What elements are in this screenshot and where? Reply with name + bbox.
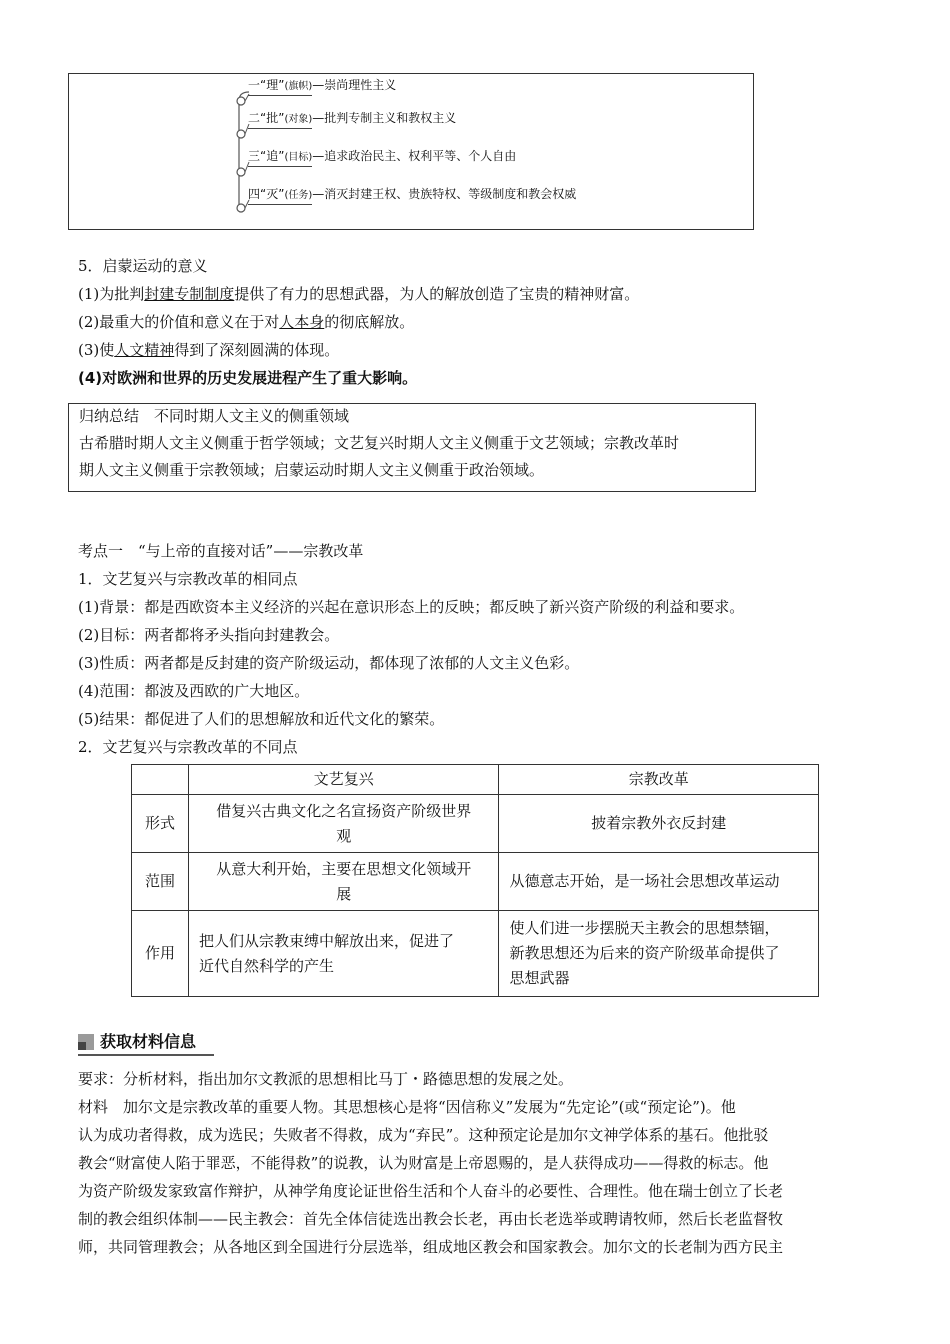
same-point: (3)性质：两者都是反封建的资产阶级运动，都体现了浓郁的人文主义色彩。: [78, 654, 580, 672]
requirement-text: 要求：分析材料，指出加尔文教派的思想相比马丁・路德思想的发展之处。: [78, 1070, 574, 1088]
significance-point: (3)使人文精神得到了深刻圆满的体现。: [78, 341, 340, 359]
diagram-item: [248, 187, 576, 205]
same-point: (1)背景：都是西欧资本主义经济的兴起在意识形态上的反映；都反映了新兴资产阶级的利益和要求。: [78, 598, 745, 616]
table-cell: 从意大利开始，主要在思想文化领域开 展: [188, 853, 499, 911]
table-row: [132, 911, 819, 997]
diagram-item: [248, 149, 516, 167]
table-header-cell: 宗教改革: [499, 765, 819, 795]
table-header-row: [132, 765, 819, 795]
significance-heading: 5．启蒙运动的意义: [78, 257, 208, 275]
table-cell: 使人们进一步摆脱天主教会的思想禁锢， 新教思想还为后来的资产阶级革命提供了 思想武器: [499, 911, 819, 997]
row-label: 范围: [132, 853, 189, 911]
table-header-cell: [132, 765, 189, 795]
material-line: 教会“财富使人陷于罪恶，不能得救”的说教，认为财富是上帝恩赐的，是人获得成功——得救的标志。他: [78, 1154, 769, 1172]
table-header-cell: 文艺复兴: [188, 765, 499, 795]
table-row: [132, 795, 819, 853]
diagram-item-label: 一“理”(旗帜): [248, 78, 312, 96]
same-point: (2)目标：两者都将矛头指向封建教会。: [78, 626, 340, 644]
diagram-item-text: —批判专制主义和教权主义: [312, 111, 457, 125]
table-cell: 把人们从宗教束缚中解放出来，促进了 近代自然科学的产生: [188, 911, 499, 997]
same-points-heading: 1．文艺复兴与宗教改革的相同点: [78, 570, 298, 588]
significance-point: (1)为批判封建专制制度提供了有力的思想武器，为人的解放创造了宝贵的精神财富。: [78, 285, 640, 303]
table-cell: 从德意志开始，是一场社会思想改革运动: [499, 853, 819, 911]
kaodian-title: 考点一 “与上帝的直接对话”——宗教改革: [78, 542, 364, 560]
summary-box: [68, 403, 756, 492]
material-line: 认为成功者得救，成为选民；失败者不得救，成为“弃民”。这种预定论是加尔文神学体系的基石。他批驳: [78, 1126, 769, 1144]
summary-line: 期人文主义侧重于宗教领域；启蒙运动时期人文主义侧重于政治领域。: [79, 461, 545, 479]
significance-point: (2)最重大的价值和意义在于对人本身的彻底解放。: [78, 313, 415, 331]
diff-points-heading: 2．文艺复兴与宗教改革的不同点: [78, 738, 298, 756]
diagram-item-text: —崇尚理性主义: [312, 78, 397, 92]
diagram-item: [248, 78, 396, 96]
row-label: 形式: [132, 795, 189, 853]
table-row: [132, 853, 819, 911]
material-line: 为资产阶级发家致富作辩护，从神学角度论证世俗生活和个人奋斗的必要性、合理性。他在瑞士创立了长老: [78, 1182, 784, 1200]
same-point: (4)范围：都波及西欧的广大地区。: [78, 682, 310, 700]
enlightenment-diagram: [68, 73, 754, 230]
section-underline: [78, 1054, 214, 1056]
table-cell: 借复兴古典文化之名宣扬资产阶级世界 观: [188, 795, 499, 853]
section-square-icon: [78, 1034, 94, 1050]
material-line: 师，共同管理教会；从各地区到全国进行分层选举，组成地区教会和国家教会。加尔文的长老制为西方民主: [78, 1238, 784, 1256]
row-label: 作用: [132, 911, 189, 997]
diagram-item-text: —追求政治民主、权利平等、个人自由: [312, 149, 517, 163]
diagram-item-text: —消灭封建王权、贵族特权、等级制度和教会权威: [312, 187, 577, 201]
diagram-item: [248, 111, 456, 129]
section-title: 获取材料信息: [100, 1032, 197, 1051]
material-line: 制的教会组织体制——民主教会：首先全体信徒选出教会长老，再由长老选举或聘请牧师，然后长老监督牧: [78, 1210, 784, 1228]
diagram-item-label: 四“灭”(任务): [248, 187, 312, 205]
diagram-item-label: 二“批”(对象): [248, 111, 312, 129]
material-line: 材料 加尔文是宗教改革的重要人物。其思想核心是将“因信称义”发展为“先定论”(或“预定论”)。他: [78, 1098, 736, 1116]
diagram-item-label: 三“追”(目标): [248, 149, 312, 167]
summary-title: 归纳总结 不同时期人文主义的侧重领域: [79, 407, 350, 425]
significance-point: (4)对欧洲和世界的历史发展进程产生了重大影响。: [78, 369, 418, 387]
comparison-table: [131, 764, 819, 997]
table-cell: 披着宗教外衣反封建: [499, 795, 819, 853]
same-point: (5)结果：都促进了人们的思想解放和近代文化的繁荣。: [78, 710, 445, 728]
summary-line: 古希腊时期人文主义侧重于哲学领域；文艺复兴时期人文主义侧重于文艺领域；宗教改革时: [79, 434, 680, 452]
